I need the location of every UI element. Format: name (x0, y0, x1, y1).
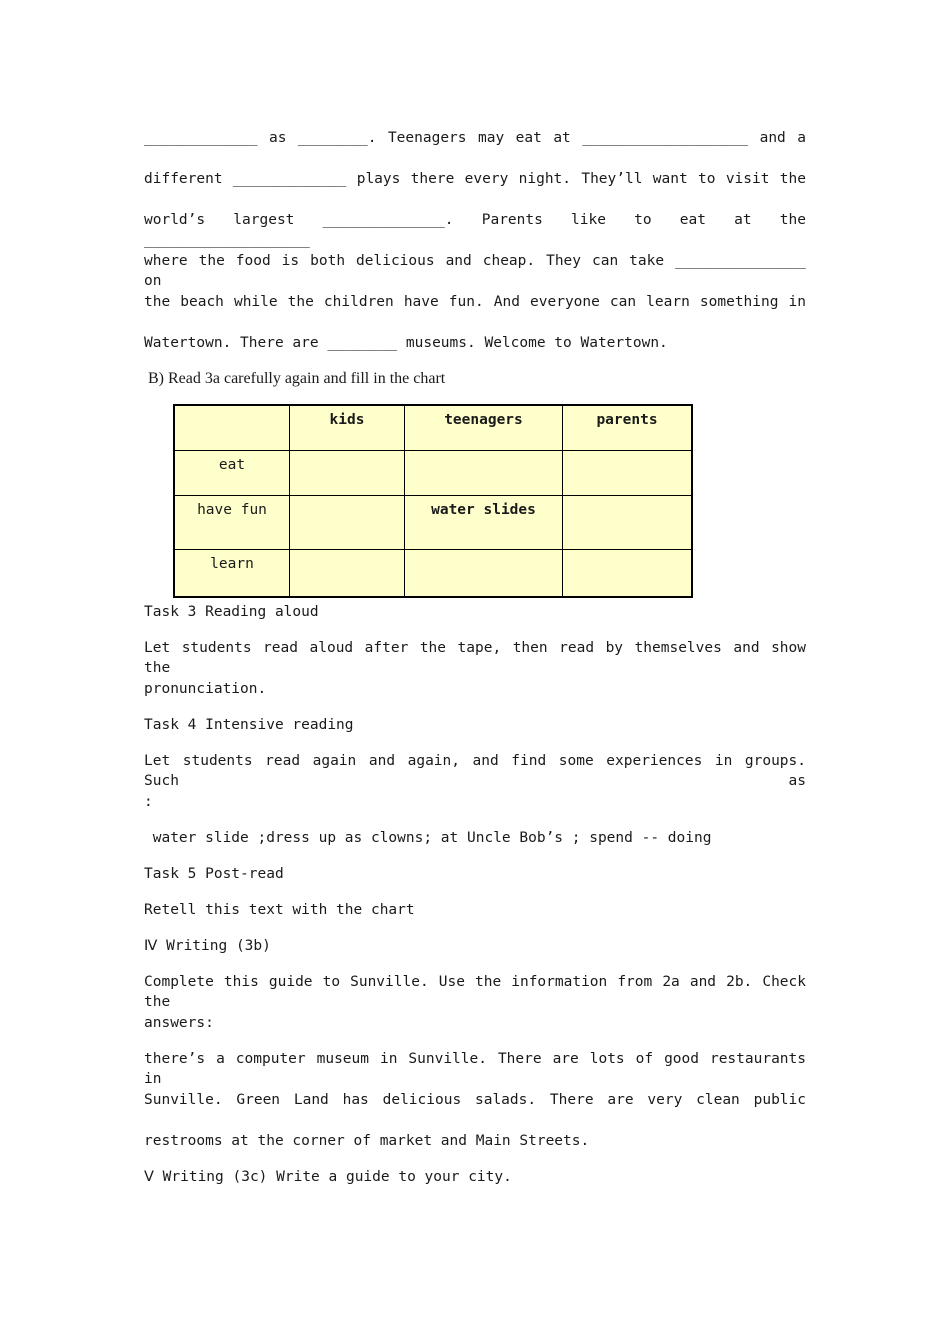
chart-cell (563, 495, 693, 549)
task4-body-line-2: : (144, 794, 153, 810)
chart-cell (563, 450, 693, 495)
chart-corner-cell (174, 405, 290, 450)
task3-body-line-1: Let students read aloud after the tape, then read by themselves and show the (144, 640, 806, 676)
chart-header-row (174, 405, 692, 450)
chart-row-have-fun (174, 495, 692, 549)
chart-header-kids: kids (290, 405, 405, 450)
task5-body: Retell this text with the chart (144, 902, 415, 918)
passage-line-3: world’s largest ______________. Parents like to eat at the ___________________ (144, 212, 806, 248)
writing-3b-line-3: there’s a computer museum in Sunville. There are lots of good restaurants in (144, 1051, 806, 1087)
section-b-title: B) Read 3a carefully again and fill in the chart (148, 370, 446, 387)
chart-row-label: eat (174, 450, 290, 495)
writing-3b-line-4: Sunville. Green Land has delicious salads. There are very clean public (144, 1092, 806, 1108)
writing-3b-title: Ⅳ Writing (3b) (144, 938, 271, 954)
chart-row-label: learn (174, 549, 290, 597)
task4-body-line-1: Let students read again and again, and find some experiences in groups. Such as (144, 753, 806, 789)
chart-row-learn (174, 549, 692, 597)
writing-3b-line-1: Complete this guide to Sunville. Use the information from 2a and 2b. Check the (144, 974, 806, 1010)
chart-cell: water slides (405, 495, 563, 549)
passage-line-4: where the food is both delicious and cheap. They can take _______________ on (144, 253, 806, 289)
passage-line-1: _____________ as ________. Teenagers may eat at ___________________ and a (144, 130, 806, 146)
chart-header-parents: parents (563, 405, 693, 450)
task3-body-line-2: pronunciation. (144, 681, 267, 697)
writing-3c-title: Ⅴ Writing (3c) Write a guide to your city. (144, 1169, 512, 1185)
chart-cell (563, 549, 693, 597)
task3-title: Task 3 Reading aloud (144, 604, 319, 620)
task5-title: Task 5 Post-read (144, 866, 284, 882)
writing-3b-line-5: restrooms at the corner of market and Main Streets. (144, 1133, 590, 1149)
writing-3b-line-2: answers: (144, 1015, 214, 1031)
passage-line-5: the beach while the children have fun. And everyone can learn something in (144, 294, 806, 310)
passage-line-6: Watertown. There are ________ museums. Welcome to Watertown. (144, 335, 668, 351)
chart-row-eat (174, 450, 692, 495)
fill-in-chart (173, 404, 693, 598)
task4-title: Task 4 Intensive reading (144, 717, 354, 733)
task4-examples: water slide ;dress up as clowns; at Uncle Bob’s ; spend -- doing (144, 830, 712, 846)
chart-row-label: have fun (174, 495, 290, 549)
chart-cell (290, 549, 405, 597)
chart-header-teenagers: teenagers (405, 405, 563, 450)
chart-cell (405, 450, 563, 495)
passage-line-2: different _____________ plays there every night. They’ll want to visit the (144, 171, 806, 187)
chart-cell (290, 495, 405, 549)
chart-cell (290, 450, 405, 495)
chart-cell (405, 549, 563, 597)
